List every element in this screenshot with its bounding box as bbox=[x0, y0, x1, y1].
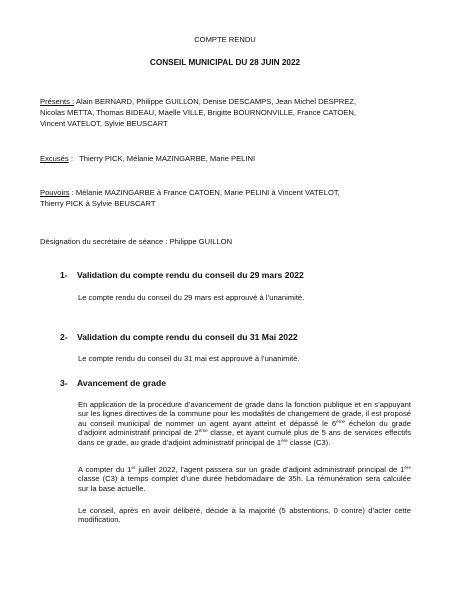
p1-text-b: échelon du grade d’adjoint administratif principal de 2 bbox=[78, 418, 411, 438]
section-1-number: 1- bbox=[60, 270, 68, 280]
document-title: CONSEIL MUNICIPAL DU 28 JUIN 2022 bbox=[149, 58, 301, 67]
excuses-label: Excusés bbox=[40, 154, 69, 163]
secretaire-line: Désignation du secrétaire de séance : Philippe GUILLON bbox=[40, 237, 233, 246]
excuses-text: Thierry PICK, Mélanie MAZINGARBE, Marie PELINI bbox=[79, 154, 256, 163]
p2-text-c: classe (C3) à temps complet d’une durée hebdomadaire de 35h. La rémunération sera calculée sur la base actuelle. bbox=[78, 474, 411, 493]
p1-text-a: En application de la procédure d’avancement de grade dans la fonction publique et en s’appuyant sur les lignes directives de la commune pour les modalités de changement de grade, il est proposé au conseil municipal de nommer un agent ayant atteint et dépassé le 6 bbox=[78, 400, 411, 428]
presents-label: Présents : bbox=[40, 97, 75, 106]
section-2-title: Validation du compte rendu du conseil du 31 Mai 2022 bbox=[77, 332, 298, 342]
section-3-title: Avancement de grade bbox=[77, 378, 166, 388]
section-2-heading bbox=[60, 332, 298, 343]
presents-line-1 bbox=[40, 96, 356, 107]
section-1-text: Le compte rendu du conseil du 29 mars est approuvé à l’unanimité. bbox=[78, 293, 305, 302]
pouvoirs-label: Pouvoirs bbox=[40, 188, 70, 197]
presents-text-1: Alain BERNARD, Philippe GUILLON, Denise DESCAMPS, Jean Michel DESPREZ, bbox=[74, 97, 357, 106]
section-2-number: 2- bbox=[60, 332, 68, 342]
section-3-paragraph-1 bbox=[78, 400, 411, 447]
section-3-paragraph-2 bbox=[78, 465, 411, 493]
pouvoirs-line-1 bbox=[40, 187, 340, 198]
section-1-title: Validation du compte rendu du conseil du 29 mars 2022 bbox=[77, 270, 304, 280]
p2-text-a: A compter du 1 bbox=[78, 465, 132, 474]
p1-sup-3: ère bbox=[281, 437, 288, 443]
section-2-text: Le compte rendu du conseil du 31 mai est approuvé à l’unanimité. bbox=[78, 354, 300, 363]
p2-sup-1: er bbox=[131, 465, 136, 471]
p1-text-d: classe (C3). bbox=[287, 437, 331, 447]
presents-line-2: Nicolas METTA, Thomas BIDEAU, Maelle VILLE, Brigitte BOURNONVILLE, France CATOEN, bbox=[40, 108, 356, 117]
p1-sup-1: ème bbox=[336, 419, 346, 425]
section-1-heading bbox=[60, 270, 304, 281]
p1-sup-2: ème bbox=[198, 428, 208, 434]
pouvoirs-line-2: Thierry PICK à Sylvie BEUSCART bbox=[40, 199, 156, 208]
document-kicker: COMPTE RENDU bbox=[194, 35, 256, 44]
excuses-separator: : bbox=[68, 154, 80, 163]
section-3-heading bbox=[60, 378, 166, 389]
pouvoirs-text-1: : Mélanie MAZINGARBE à France CATOEN, Marie PELINI à Vincent VATELOT, bbox=[69, 188, 340, 197]
section-3-number: 3- bbox=[60, 378, 68, 388]
presents-line-3: Vincent VATELOT, Sylvie BEUSCART bbox=[40, 119, 168, 128]
excuses-line bbox=[40, 153, 255, 164]
p2-sup-2: ère bbox=[404, 465, 412, 471]
section-3-paragraph-3: Le conseil, après en avoir délibéré, décide à la majorité (5 abstentions, 0 contre) d’acter cette modification. bbox=[78, 506, 411, 525]
p2-text-b: juillet 2022, l’agent passera sur un grade d’adjoint administratif principal de 1 bbox=[135, 465, 405, 474]
p1-text-c: classe, et ayant cumulé plus de 5 ans de services effectifs dans ce grade, au grade d’adjoint administratif principal de 1 bbox=[78, 428, 411, 447]
